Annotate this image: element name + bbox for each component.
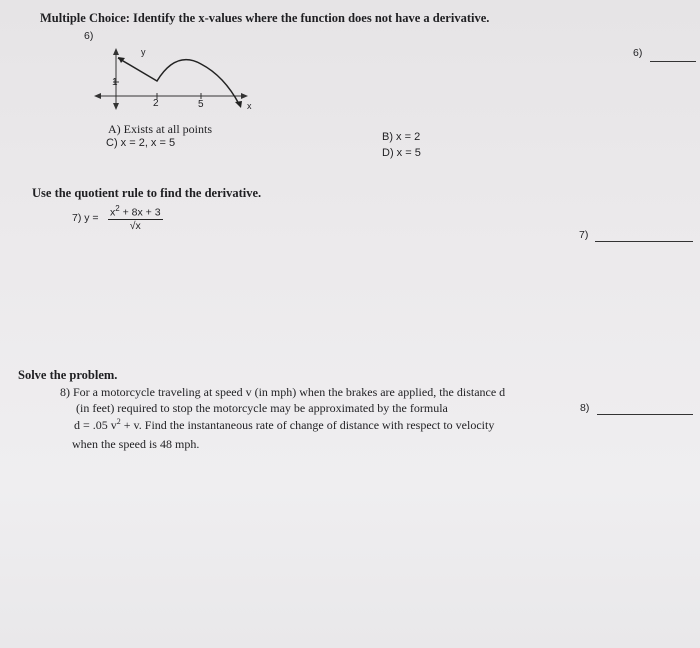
question-8-answer-label: 8) xyxy=(580,402,590,414)
question-8-answer-line[interactable] xyxy=(597,414,693,415)
section-heading-quotient-rule: Use the quotient rule to find the derivative. xyxy=(32,186,262,200)
graph-x-tick-label-5: 5 xyxy=(198,99,204,110)
fraction-denominator: √x xyxy=(129,219,141,232)
y-axis-arrow-up-icon xyxy=(113,48,119,55)
graph-x-axis-label: x xyxy=(247,101,252,111)
question-8-line-1: 8) For a motorcycle traveling at speed v (in mph) when the brakes are applied, the distance d xyxy=(60,385,506,399)
choice-c[interactable]: C) x = 2, x = 5 xyxy=(106,137,176,149)
question-8-line-4: when the speed is 48 mph. xyxy=(72,437,200,451)
question-6-answer-line[interactable] xyxy=(650,61,696,62)
question-7-prefix: 7) y = xyxy=(72,212,99,224)
function-curve xyxy=(118,58,239,104)
x-axis-arrow-left-icon xyxy=(94,93,101,99)
question-7-answer-label: 7) xyxy=(579,229,589,241)
question-7-fraction xyxy=(108,204,163,232)
question-8-line-3: d = .05 $v^2 + v$. Find the instantaneous rate of change of distance with respect to velocity xyxy=(74,417,495,432)
question-7-answer-line[interactable] xyxy=(595,241,693,242)
graph-y-axis-label: y xyxy=(141,47,146,57)
choice-b[interactable]: B) x = 2 xyxy=(382,131,421,143)
graph-x-tick-label-2: 2 xyxy=(153,98,159,109)
fraction-numerator: $x^2 + 8x + 3$ xyxy=(110,204,161,219)
choice-a[interactable]: A) Exists at all points xyxy=(108,122,212,136)
question-6-answer-label: 6) xyxy=(633,47,643,59)
section-heading-multiple-choice: Multiple Choice: Identify the x-values where the function does not have a derivative. xyxy=(40,11,490,25)
x-axis-arrow-right-icon xyxy=(241,93,248,99)
question-8-line-2: (in feet) required to stop the motorcycle may be approximated by the formula xyxy=(76,401,448,415)
curve-arrow-right-icon xyxy=(235,101,242,108)
section-heading-solve-problem: Solve the problem. xyxy=(18,368,118,382)
y-axis-arrow-down-icon xyxy=(113,103,119,110)
choice-d[interactable]: D) x = 5 xyxy=(382,147,421,159)
question-6-number: 6) xyxy=(84,30,94,42)
graph-y-tick-label: 1 xyxy=(112,77,118,88)
